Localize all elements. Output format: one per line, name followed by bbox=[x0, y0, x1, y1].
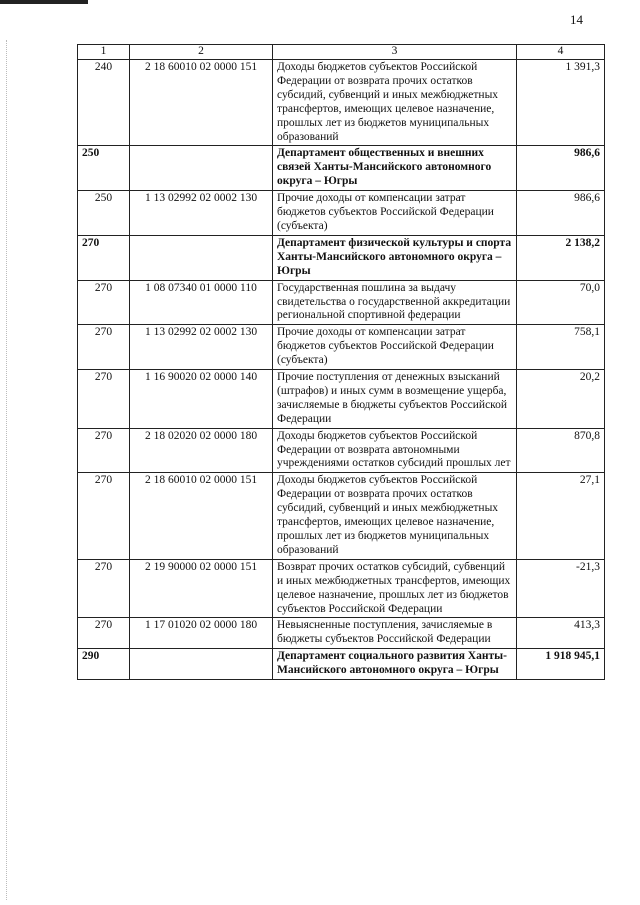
amount-cell: 70,0 bbox=[517, 280, 605, 325]
income-name-cell: Департамент общественных и внешних связей Ханты-Мансийского автономного округа – Югры bbox=[273, 146, 517, 191]
admin-code-cell: 290 bbox=[78, 649, 130, 680]
amount-cell: 20,2 bbox=[517, 370, 605, 429]
column-header-4: 4 bbox=[517, 45, 605, 60]
amount-cell: 986,6 bbox=[517, 191, 605, 236]
table-row bbox=[78, 428, 605, 473]
budget-code-cell: 2 19 90000 02 0000 151 bbox=[130, 559, 273, 618]
table-row bbox=[78, 618, 605, 649]
admin-code-cell: 270 bbox=[78, 618, 130, 649]
admin-code-cell: 270 bbox=[78, 280, 130, 325]
budget-code-cell: 1 16 90020 02 0000 140 bbox=[130, 370, 273, 429]
admin-code-cell: 270 bbox=[78, 370, 130, 429]
department-row bbox=[78, 235, 605, 280]
department-row bbox=[78, 146, 605, 191]
column-header-3: 3 bbox=[273, 45, 517, 60]
amount-cell: 870,8 bbox=[517, 428, 605, 473]
column-header-1: 1 bbox=[78, 45, 130, 60]
top-rule bbox=[0, 0, 88, 4]
admin-code-cell: 250 bbox=[78, 146, 130, 191]
budget-code-cell: 1 17 01020 02 0000 180 bbox=[130, 618, 273, 649]
amount-cell: 758,1 bbox=[517, 325, 605, 370]
table-body bbox=[78, 60, 605, 680]
income-name-cell: Доходы бюджетов субъектов Российской Федерации от возврата автономными учреждениями остатков субсидий прошлых лет bbox=[273, 428, 517, 473]
amount-cell: -21,3 bbox=[517, 559, 605, 618]
income-name-cell: Прочие доходы от компенсации затрат бюджетов субъектов Российской Федерации (субъекта) bbox=[273, 191, 517, 236]
budget-code-cell: 2 18 02020 02 0000 180 bbox=[130, 428, 273, 473]
table-row bbox=[78, 280, 605, 325]
amount-cell: 1 391,3 bbox=[517, 60, 605, 146]
budget-code-cell: 1 13 02992 02 0002 130 bbox=[130, 325, 273, 370]
budget-code-cell: 1 08 07340 01 0000 110 bbox=[130, 280, 273, 325]
income-name-cell: Доходы бюджетов субъектов Российской Федерации от возврата прочих остатков субсидий, субвенций и иных межбюджетных трансфертов, имеющих целевое назначение, прошлых лет из бюджетов муниципальных образований bbox=[273, 473, 517, 559]
budget-code-cell: 1 13 02992 02 0002 130 bbox=[130, 191, 273, 236]
table-row bbox=[78, 559, 605, 618]
income-name-cell: Доходы бюджетов субъектов Российской Федерации от возврата прочих остатков субсидий, субвенций и иных межбюджетных трансфертов, имеющих целевое назначение, прошлых лет из бюджетов муниципальных образований bbox=[273, 60, 517, 146]
admin-code-cell: 240 bbox=[78, 60, 130, 146]
header-row bbox=[78, 45, 605, 60]
admin-code-cell: 250 bbox=[78, 191, 130, 236]
budget-code-cell bbox=[130, 235, 273, 280]
income-name-cell: Прочие доходы от компенсации затрат бюджетов субъектов Российской Федерации (субъекта) bbox=[273, 325, 517, 370]
budget-table bbox=[77, 44, 605, 680]
admin-code-cell: 270 bbox=[78, 559, 130, 618]
column-header-2: 2 bbox=[130, 45, 273, 60]
table-row bbox=[78, 370, 605, 429]
margin-dotted-line bbox=[6, 40, 8, 900]
income-name-cell: Невыясненные поступления, зачисляемые в бюджеты субъектов Российской Федерации bbox=[273, 618, 517, 649]
table-row bbox=[78, 473, 605, 559]
amount-cell: 27,1 bbox=[517, 473, 605, 559]
amount-cell: 1 918 945,1 bbox=[517, 649, 605, 680]
amount-cell: 2 138,2 bbox=[517, 235, 605, 280]
table-row bbox=[78, 325, 605, 370]
department-row bbox=[78, 649, 605, 680]
budget-code-cell: 2 18 60010 02 0000 151 bbox=[130, 473, 273, 559]
budget-code-cell bbox=[130, 649, 273, 680]
amount-cell: 986,6 bbox=[517, 146, 605, 191]
page-number: 14 bbox=[570, 12, 583, 27]
amount-cell: 413,3 bbox=[517, 618, 605, 649]
table-row bbox=[78, 60, 605, 146]
income-name-cell: Прочие поступления от денежных взысканий (штрафов) и иных сумм в возмещение ущерба, зачисляемые в бюджеты субъектов Российской Федерации bbox=[273, 370, 517, 429]
admin-code-cell: 270 bbox=[78, 428, 130, 473]
admin-code-cell: 270 bbox=[78, 235, 130, 280]
budget-code-cell bbox=[130, 146, 273, 191]
table-row bbox=[78, 191, 605, 236]
income-name-cell: Департамент социального развития Ханты-Мансийского автономного округа – Югры bbox=[273, 649, 517, 680]
admin-code-cell: 270 bbox=[78, 473, 130, 559]
income-name-cell: Государственная пошлина за выдачу свидетельства о государственной аккредитации региональной спортивной федерации bbox=[273, 280, 517, 325]
budget-code-cell: 2 18 60010 02 0000 151 bbox=[130, 60, 273, 146]
income-name-cell: Департамент физической культуры и спорта Ханты-Мансийского автономного округа – Югры bbox=[273, 235, 517, 280]
admin-code-cell: 270 bbox=[78, 325, 130, 370]
income-name-cell: Возврат прочих остатков субсидий, субвенций и иных межбюджетных трансфертов, имеющих целевое назначение, прошлых лет из бюджетов субъектов Российской Федерации bbox=[273, 559, 517, 618]
